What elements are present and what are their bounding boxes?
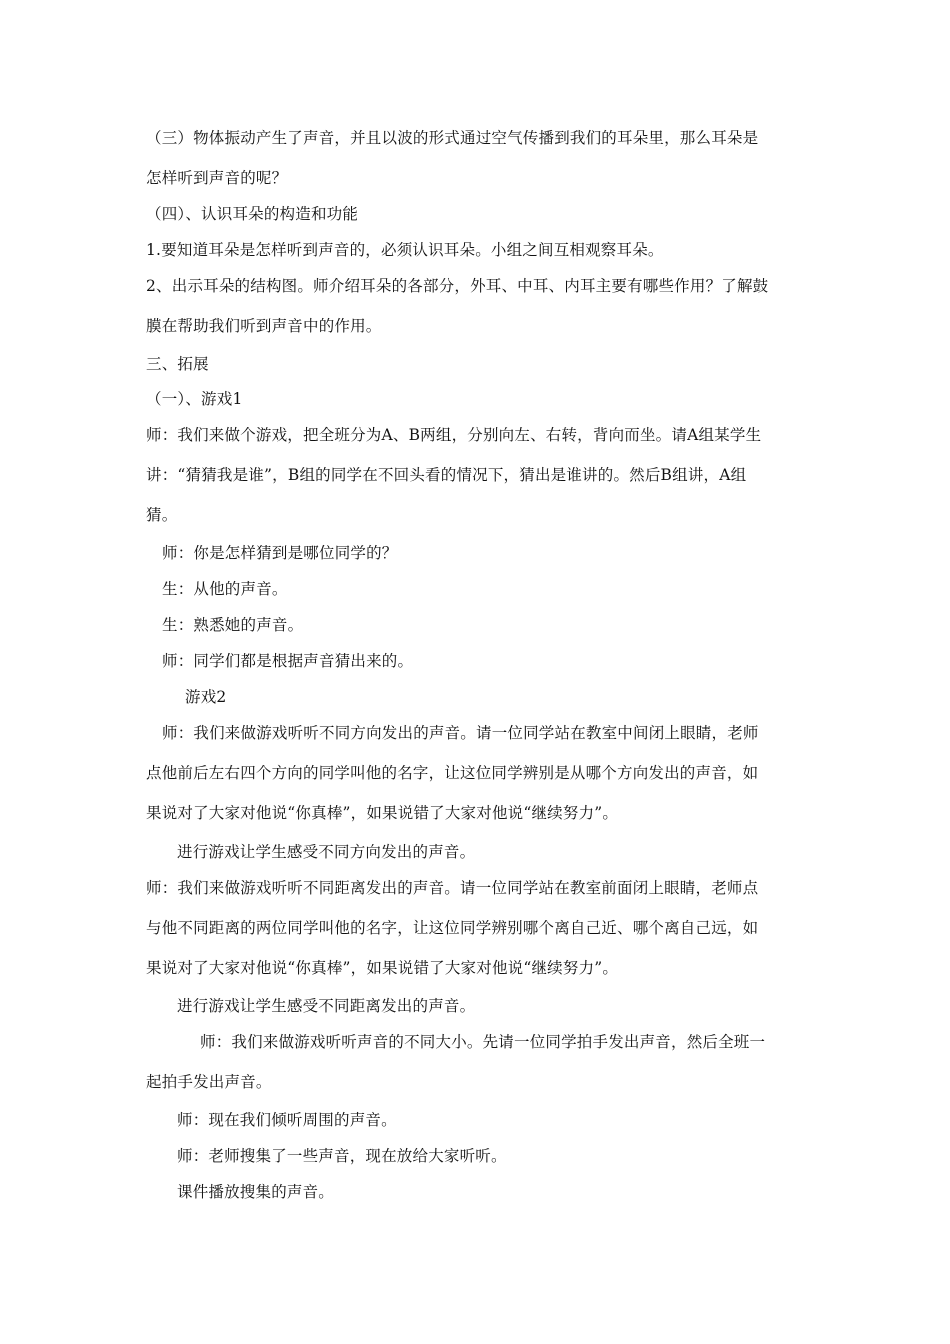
dialogue-line: 生：从他的声音。 xyxy=(162,580,288,598)
dialogue-line: 师：我们来做游戏听听声音的不同大小。先请一位同学拍手发出声音，然后全班一 xyxy=(200,1033,766,1051)
dialogue-line: 师：老师搜集了一些声音，现在放给大家听听。 xyxy=(177,1147,507,1165)
text-line: 课件播放搜集的声音。 xyxy=(177,1183,335,1201)
section-heading: 三、拓展 xyxy=(146,355,209,373)
text-line: 点他前后左右四个方向的同学叫他的名字，让这位同学辨别是从哪个方向发出的声音，如 xyxy=(146,764,759,782)
text-line: 果说对了大家对他说“你真棒”，如果说错了大家对他说“继续努力”。 xyxy=(146,959,619,977)
text-line: 讲：“猜猜我是谁”，B组的同学在不回头看的情况下，猜出是谁讲的。然后B组讲，A组 xyxy=(146,466,747,484)
text-line: （三）物体振动产生了声音，并且以波的形式通过空气传播到我们的耳朵里，那么耳朵是 xyxy=(146,129,759,147)
dialogue-line: 师：我们来做游戏听听不同距离发出的声音。请一位同学站在教室前面闭上眼睛，老师点 xyxy=(146,879,759,897)
dialogue-line: 生：熟悉她的声音。 xyxy=(162,616,304,634)
text-line: 起拍手发出声音。 xyxy=(146,1073,272,1091)
text-line: 猜。 xyxy=(146,506,178,524)
text-line: 1.要知道耳朵是怎样听到声音的，必须认识耳朵。小组之间互相观察耳朵。 xyxy=(146,241,664,259)
text-line: 怎样听到声音的呢？ xyxy=(146,169,288,187)
dialogue-line: 师：现在我们倾听周围的声音。 xyxy=(177,1111,397,1129)
text-line: 2、出示耳朵的结构图。师介绍耳朵的各部分，外耳、中耳、内耳主要有哪些作用？了解鼓 xyxy=(146,277,769,295)
text-line: 膜在帮助我们听到声音中的作用。 xyxy=(146,317,382,335)
section-heading: （一）、游戏1 xyxy=(146,390,243,408)
section-heading: （四）、认识耳朵的构造和功能 xyxy=(146,205,359,223)
dialogue-line: 师：我们来做游戏听听不同方向发出的声音。请一位同学站在教室中间闭上眼睛，老师 xyxy=(162,724,759,742)
text-line: 师：我们来做个游戏，把全班分为A、B两组，分别向左、右转，背向而坐。请A组某学生 xyxy=(146,426,762,444)
section-heading: 游戏2 xyxy=(185,688,227,706)
text-line: 果说对了大家对他说“你真棒”，如果说错了大家对他说“继续努力”。 xyxy=(146,804,619,822)
text-line: 进行游戏让学生感受不同距离发出的声音。 xyxy=(177,997,476,1015)
dialogue-line: 师：你是怎样猜到是哪位同学的？ xyxy=(162,544,398,562)
dialogue-line: 师：同学们都是根据声音猜出来的。 xyxy=(162,652,414,670)
text-line: 进行游戏让学生感受不同方向发出的声音。 xyxy=(177,843,476,861)
text-line: 与他不同距离的两位同学叫他的名字，让这位同学辨别哪个离自己近、哪个离自己远，如 xyxy=(146,919,759,937)
